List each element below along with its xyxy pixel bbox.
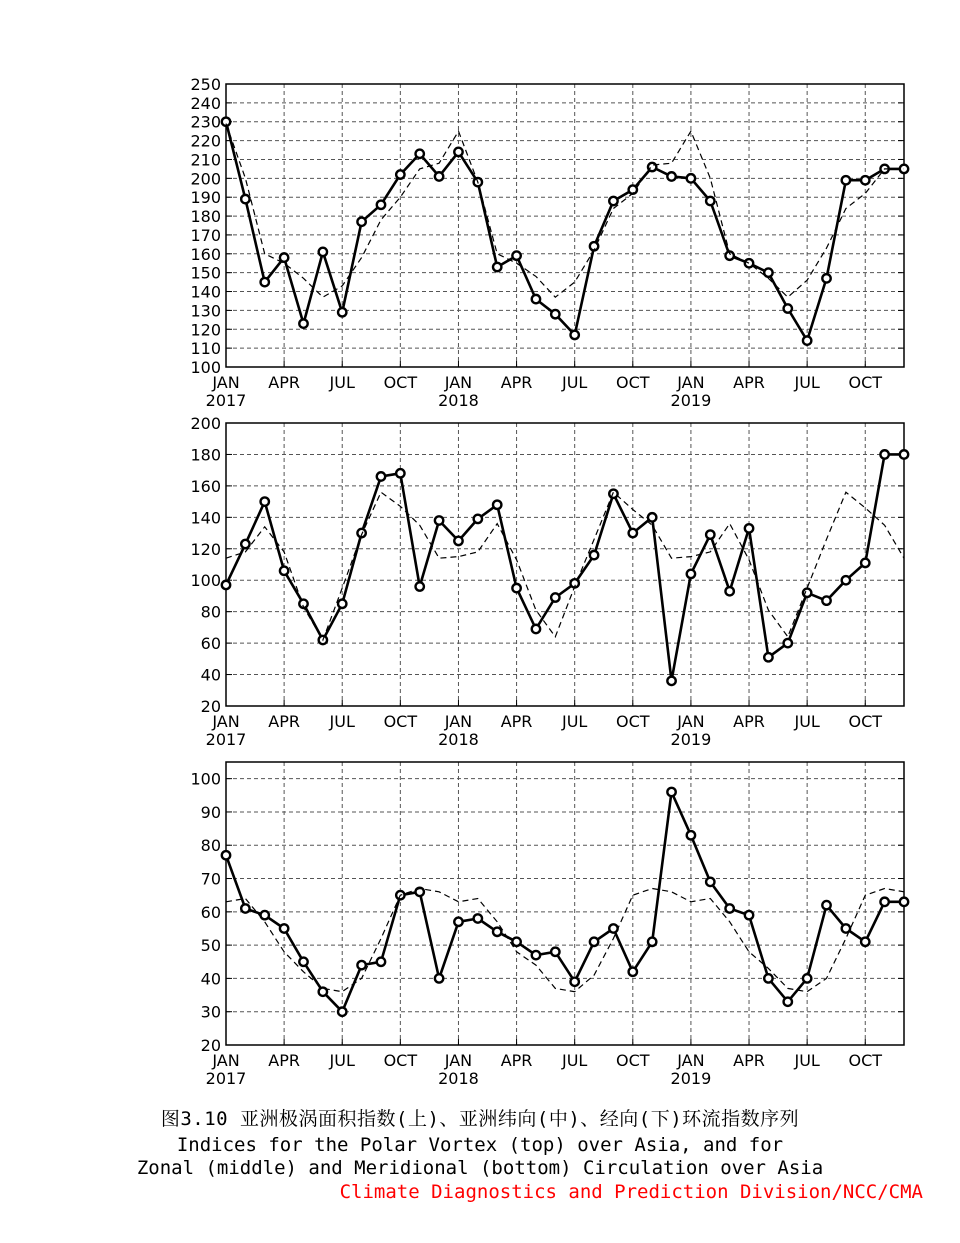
data-point-marker: [842, 176, 850, 184]
x-tick-label: APR: [733, 1051, 765, 1070]
y-tick-label: 70: [200, 869, 221, 889]
x-year-label: 2017: [205, 1069, 247, 1088]
y-tick-label: 100: [190, 358, 221, 377]
data-point-marker: [900, 898, 908, 906]
x-year-label: 2019: [670, 1069, 712, 1088]
x-tick-label: JAN: [677, 1051, 705, 1070]
y-tick-label: 90: [200, 802, 221, 822]
data-point-marker: [706, 878, 714, 886]
data-point-marker: [319, 248, 327, 256]
data-point-marker: [551, 948, 559, 956]
data-point-marker: [512, 938, 520, 946]
data-point-marker: [551, 593, 559, 601]
data-point-marker: [338, 600, 346, 608]
x-tick-label: JAN: [444, 373, 473, 392]
y-tick-label: 130: [190, 301, 221, 321]
x-tick-label: JAN: [677, 373, 705, 392]
data-point-marker: [280, 253, 288, 261]
data-point-marker: [861, 176, 869, 184]
x-year-label: 2019: [670, 730, 712, 749]
data-point-marker: [648, 513, 656, 521]
data-point-marker: [803, 974, 811, 982]
data-point-marker: [667, 172, 675, 180]
data-point-marker: [532, 295, 540, 303]
data-point-marker: [261, 278, 269, 286]
y-tick-label: 140: [190, 282, 221, 302]
data-point-marker: [803, 336, 811, 344]
y-tick-label: 110: [190, 339, 221, 359]
x-tick-label: OCT: [848, 1051, 883, 1070]
x-tick-label: APR: [500, 712, 533, 731]
x-tick-label: APR: [268, 1051, 300, 1070]
x-year-label: 2018: [438, 391, 479, 410]
plot-frame: [226, 762, 904, 1045]
data-point-marker: [532, 625, 540, 633]
caption-credit: Climate Diagnostics and Prediction Division/NCC/CMA: [339, 1181, 923, 1203]
y-tick-label: 20: [200, 697, 221, 716]
x-tick-label: JUL: [562, 373, 588, 392]
data-point-marker: [822, 901, 830, 909]
data-point-marker: [706, 197, 714, 205]
x-tick-label: OCT: [383, 712, 418, 731]
y-tick-label: 200: [190, 169, 221, 189]
y-tick-label: 140: [190, 508, 221, 528]
data-point-marker: [667, 788, 675, 796]
caption-title-english-line2: Zonal (middle) and Meridional (bottom) Circulation over Asia: [136, 1157, 824, 1179]
x-tick-label: JAN: [444, 1051, 473, 1070]
x-tick-label: APR: [500, 1051, 533, 1070]
x-tick-label: JAN: [212, 712, 240, 731]
y-tick-label: 160: [190, 244, 221, 264]
data-point-marker: [861, 938, 869, 946]
data-point-marker: [338, 308, 346, 316]
data-point-marker: [687, 831, 695, 839]
x-tick-label: APR: [733, 712, 765, 731]
data-point-marker: [629, 968, 637, 976]
series-line-solid: [226, 454, 904, 680]
data-point-marker: [493, 263, 501, 271]
data-point-marker: [512, 251, 520, 259]
x-tick-label: OCT: [616, 712, 650, 731]
y-tick-label: 100: [190, 769, 221, 789]
y-tick-label: 40: [200, 665, 221, 685]
y-tick-label: 50: [200, 936, 221, 956]
x-year-label: 2018: [438, 730, 479, 749]
y-tick-label: 160: [190, 476, 221, 496]
x-tick-label: JAN: [212, 373, 240, 392]
data-point-marker: [900, 450, 908, 458]
data-point-marker: [784, 639, 792, 647]
data-point-marker: [396, 170, 404, 178]
x-tick-label: JAN: [677, 712, 705, 731]
y-tick-label: 80: [200, 602, 221, 622]
y-tick-label: 230: [190, 112, 221, 132]
x-tick-label: JUL: [794, 373, 820, 392]
x-tick-label: APR: [268, 712, 300, 731]
caption-title-chinese: 图3.10 亚洲极涡面积指数(上)、亚洲纬向(中)、经向(下)环流指数序列: [160, 1108, 800, 1130]
data-point-marker: [764, 268, 772, 276]
data-point-marker: [416, 150, 424, 158]
data-point-marker: [416, 582, 424, 590]
x-tick-label: JUL: [329, 712, 355, 731]
data-point-marker: [241, 540, 249, 548]
x-tick-label: OCT: [848, 712, 883, 731]
plot-frame: [226, 423, 904, 706]
chart-panel-1: [190, 75, 908, 410]
y-tick-label: 60: [200, 634, 221, 654]
data-point-marker: [570, 331, 578, 339]
x-tick-label: OCT: [383, 373, 418, 392]
y-tick-label: 180: [190, 207, 221, 227]
data-point-marker: [784, 304, 792, 312]
y-tick-label: 120: [190, 539, 221, 559]
y-tick-label: 60: [200, 902, 221, 922]
x-tick-label: APR: [268, 373, 300, 392]
x-year-label: 2018: [438, 1069, 479, 1088]
data-point-marker: [532, 951, 540, 959]
data-point-marker: [377, 201, 385, 209]
data-point-marker: [299, 958, 307, 966]
x-year-label: 2017: [205, 391, 247, 410]
data-point-marker: [377, 958, 385, 966]
data-point-marker: [880, 898, 888, 906]
y-tick-label: 250: [190, 75, 221, 94]
data-point-marker: [842, 576, 850, 584]
data-point-marker: [454, 148, 462, 156]
data-point-marker: [687, 570, 695, 578]
data-point-marker: [435, 974, 443, 982]
data-point-marker: [764, 653, 772, 661]
data-point-marker: [609, 490, 617, 498]
y-tick-label: 40: [200, 969, 221, 989]
data-point-marker: [880, 450, 888, 458]
y-tick-label: 220: [190, 131, 221, 151]
data-point-marker: [648, 938, 656, 946]
x-tick-label: OCT: [383, 1051, 418, 1070]
x-tick-label: JUL: [794, 712, 820, 731]
series-line-dashed: [226, 492, 904, 640]
data-point-marker: [357, 961, 365, 969]
data-point-marker: [261, 497, 269, 505]
chart-panel-3: [190, 762, 908, 1088]
data-point-marker: [377, 472, 385, 480]
data-point-marker: [512, 584, 520, 592]
data-point-marker: [280, 924, 288, 932]
data-point-marker: [667, 677, 675, 685]
y-tick-label: 30: [200, 1002, 221, 1022]
y-tick-label: 240: [190, 93, 221, 113]
data-point-marker: [609, 924, 617, 932]
x-year-label: 2017: [205, 730, 247, 749]
data-point-marker: [435, 516, 443, 524]
x-tick-label: OCT: [616, 373, 650, 392]
data-point-marker: [454, 918, 462, 926]
y-tick-label: 210: [190, 150, 221, 170]
x-tick-label: OCT: [848, 373, 883, 392]
data-point-marker: [241, 195, 249, 203]
data-point-marker: [338, 1008, 346, 1016]
chart-panel-2: [190, 414, 908, 749]
data-point-marker: [822, 596, 830, 604]
x-tick-label: JUL: [562, 712, 588, 731]
data-point-marker: [629, 529, 637, 537]
y-tick-label: 100: [190, 571, 221, 591]
data-point-marker: [493, 501, 501, 509]
data-point-marker: [764, 974, 772, 982]
data-point-marker: [725, 904, 733, 912]
data-point-marker: [241, 904, 249, 912]
data-point-marker: [357, 218, 365, 226]
x-tick-label: JUL: [329, 373, 355, 392]
data-point-marker: [745, 524, 753, 532]
x-year-label: 2019: [670, 391, 712, 410]
data-point-marker: [861, 559, 869, 567]
data-point-marker: [493, 928, 501, 936]
data-point-marker: [280, 567, 288, 575]
x-tick-label: APR: [500, 373, 533, 392]
data-point-marker: [822, 274, 830, 282]
data-point-marker: [706, 530, 714, 538]
y-tick-label: 170: [190, 225, 221, 245]
x-tick-label: JAN: [212, 1051, 240, 1070]
y-tick-label: 20: [200, 1036, 221, 1055]
x-tick-label: JAN: [444, 712, 473, 731]
x-tick-label: JUL: [562, 1051, 588, 1070]
data-point-marker: [435, 172, 443, 180]
caption-title-english-line1: Indices for the Polar Vortex (top) over Asia, and for: [176, 1134, 784, 1156]
data-point-marker: [474, 914, 482, 922]
data-point-marker: [474, 515, 482, 523]
y-tick-label: 120: [190, 320, 221, 340]
x-tick-label: JUL: [329, 1051, 355, 1070]
data-point-marker: [725, 587, 733, 595]
data-point-marker: [590, 551, 598, 559]
x-tick-label: APR: [733, 373, 765, 392]
data-point-marker: [551, 310, 559, 318]
data-point-marker: [570, 978, 578, 986]
y-tick-label: 150: [190, 263, 221, 283]
data-point-marker: [687, 174, 695, 182]
x-tick-label: OCT: [616, 1051, 650, 1070]
data-point-marker: [222, 581, 230, 589]
data-point-marker: [784, 998, 792, 1006]
y-tick-label: 190: [190, 188, 221, 208]
data-point-marker: [590, 938, 598, 946]
data-point-marker: [396, 469, 404, 477]
series-line-solid: [226, 122, 904, 341]
x-tick-label: JUL: [794, 1051, 820, 1070]
data-point-marker: [609, 197, 617, 205]
y-tick-label: 200: [190, 414, 221, 433]
data-point-marker: [745, 911, 753, 919]
data-point-marker: [222, 851, 230, 859]
data-point-marker: [299, 319, 307, 327]
y-tick-label: 80: [200, 836, 221, 856]
y-tick-label: 180: [190, 445, 221, 465]
data-point-marker: [454, 537, 462, 545]
